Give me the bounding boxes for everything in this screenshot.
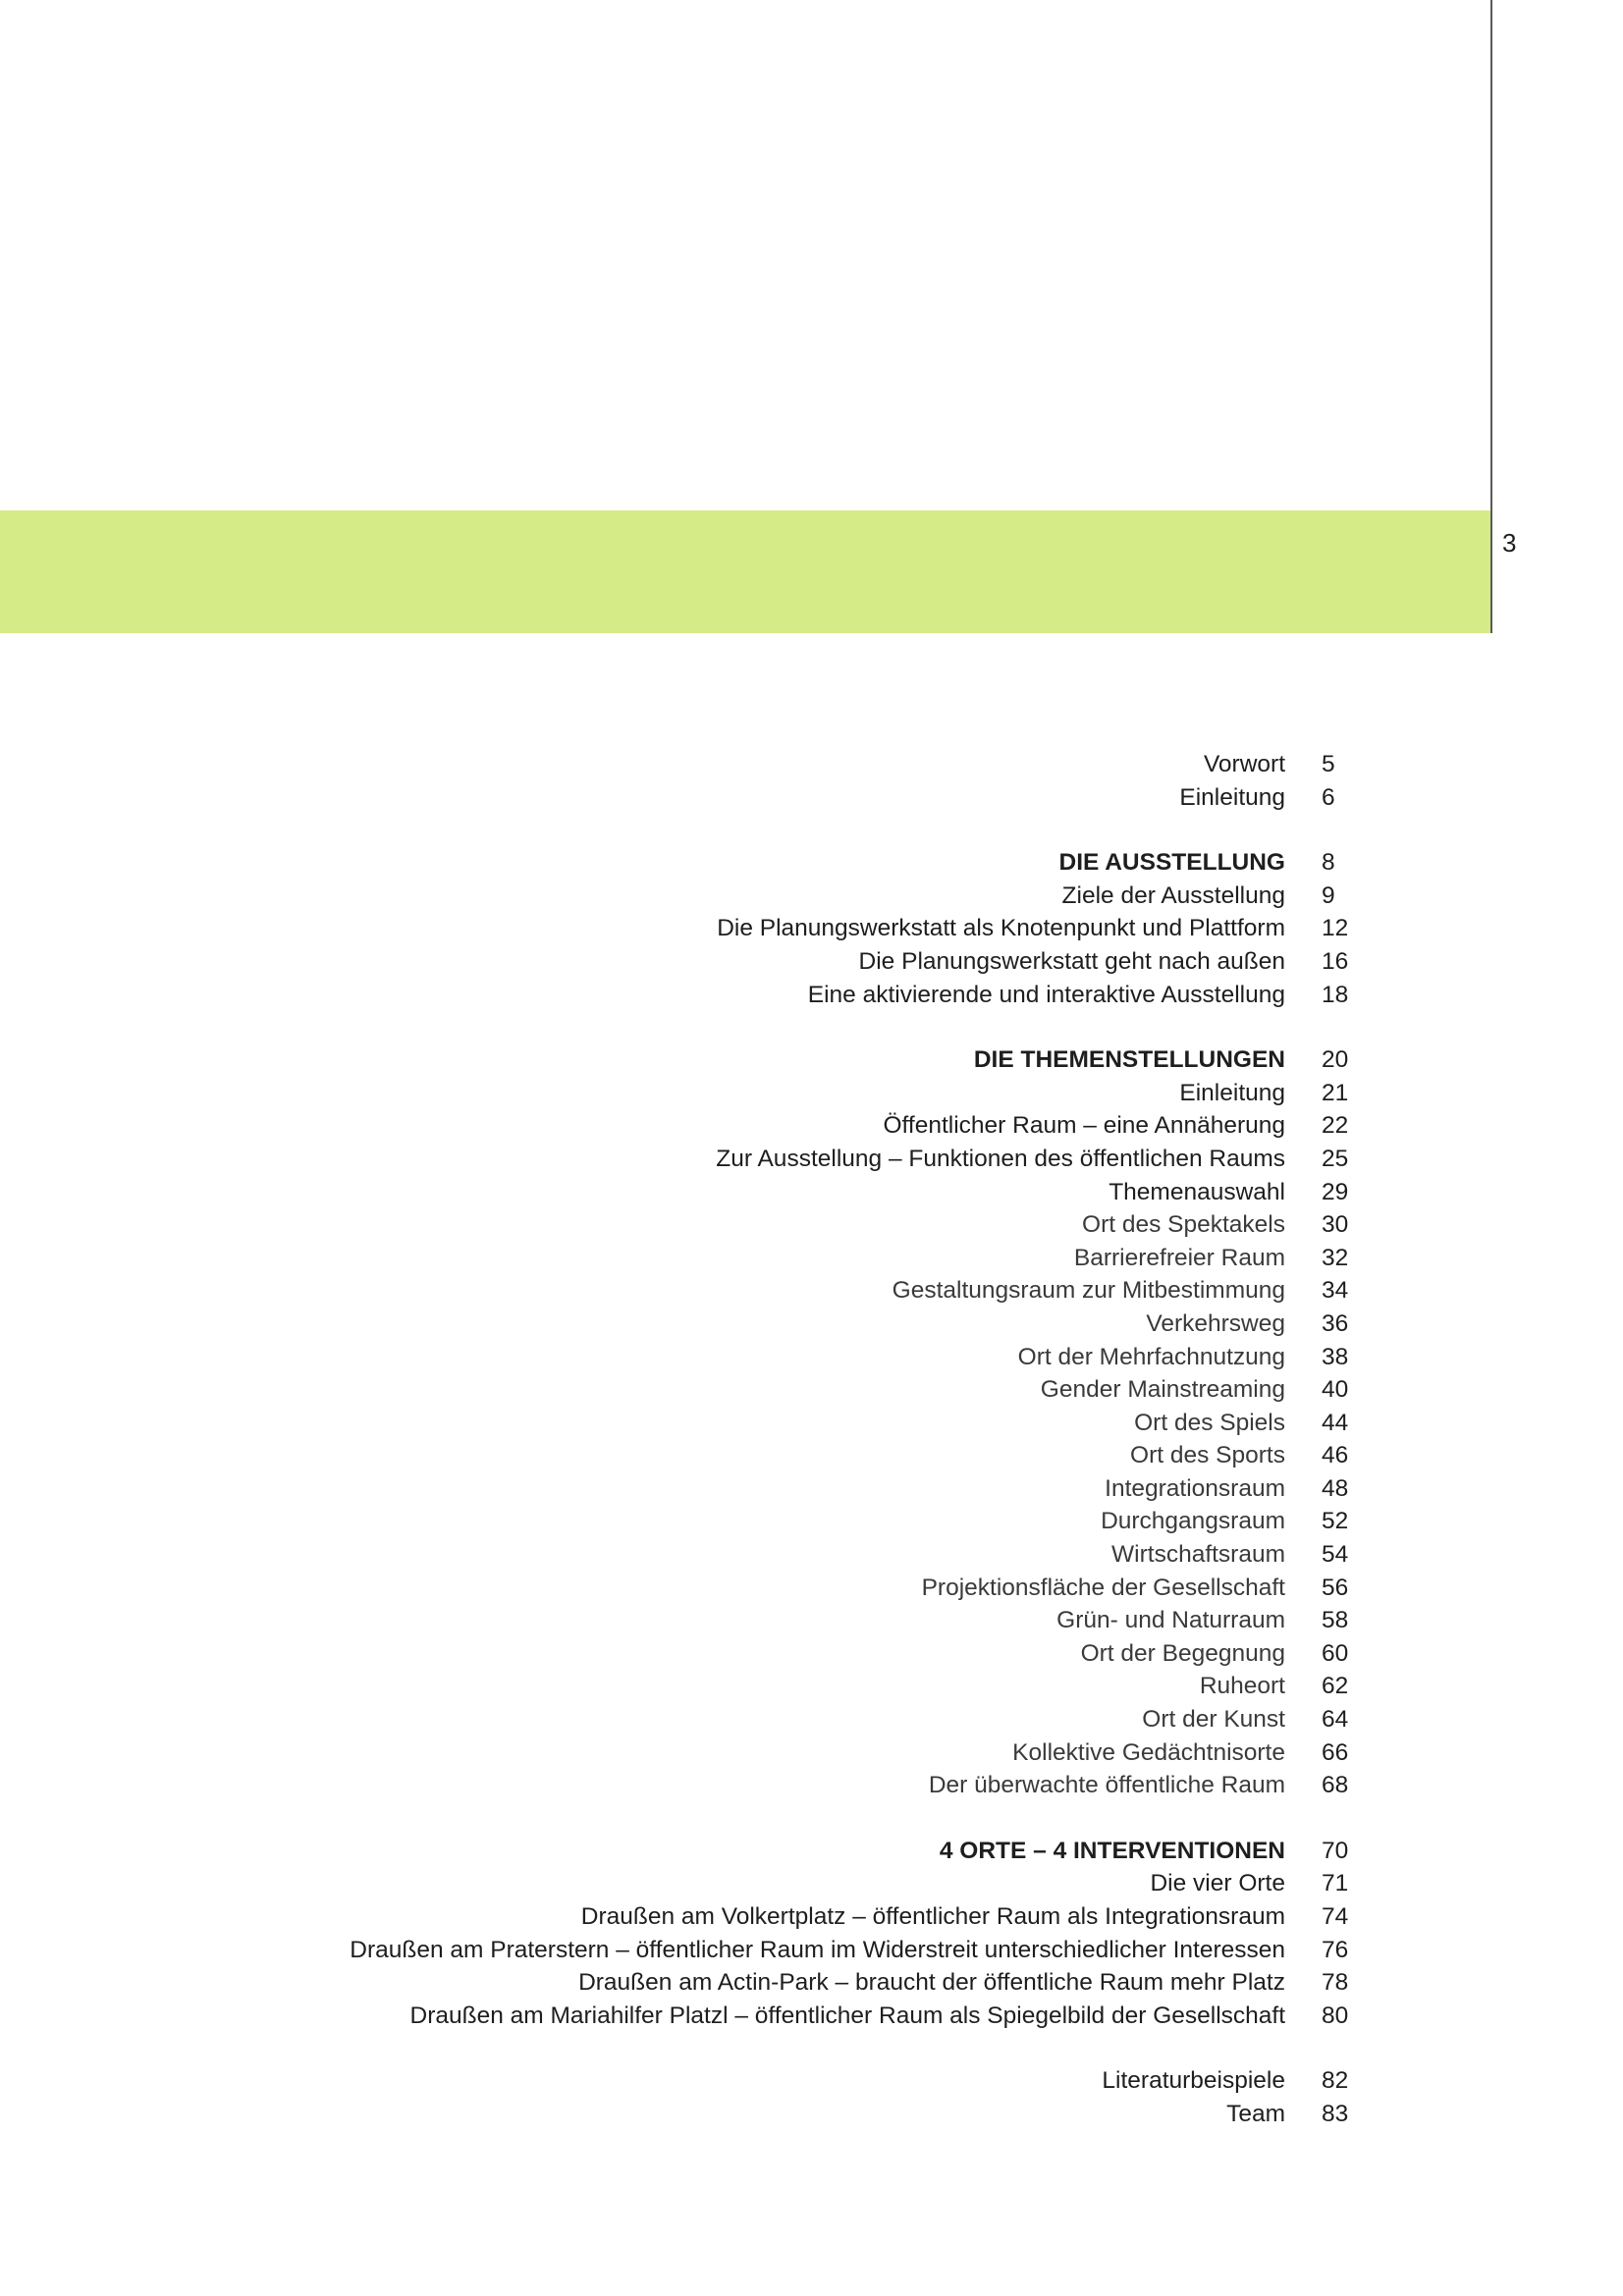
- toc-entry-title-text: Themenauswahl: [1109, 1178, 1285, 1205]
- toc-page-number: 78: [1322, 1969, 1349, 1997]
- toc-page-number: 80: [1322, 2002, 1349, 2029]
- toc-page-number: 48: [1322, 1474, 1349, 1502]
- toc-page-number: 76: [1322, 1936, 1349, 1963]
- toc-entry-title: [1142, 1703, 1285, 1736]
- toc-entry[interactable]: [0, 1538, 1623, 1572]
- toc-page-number: 32: [1322, 1244, 1349, 1271]
- toc-entry-title-text: Draußen am Actin-Park: [578, 1969, 829, 1997]
- toc-page-number: 22: [1322, 1112, 1349, 1140]
- toc-entry-title-text: Durchgangsraum: [1101, 1508, 1285, 1535]
- toc-page-number: 82: [1322, 2067, 1349, 2095]
- toc-page-number: 29: [1322, 1178, 1349, 1205]
- toc-entry-title: [350, 1934, 1285, 1967]
- toc-entry[interactable]: [0, 1176, 1623, 1209]
- toc-entry[interactable]: [0, 1242, 1623, 1275]
- toc-page-number: 68: [1322, 1772, 1349, 1799]
- toc-page-number: 40: [1322, 1376, 1349, 1404]
- toc-page-number: 70: [1322, 1837, 1349, 1864]
- toc-entry-title: [1074, 1242, 1285, 1275]
- section-gap: [0, 814, 1623, 846]
- toc-entry[interactable]: [0, 1769, 1623, 1802]
- toc-entry[interactable]: [0, 1143, 1623, 1176]
- toc-page-number: 18: [1322, 981, 1349, 1008]
- toc-entry-title: [859, 945, 1285, 979]
- toc-page-number: 25: [1322, 1145, 1349, 1172]
- toc-entry-title-text: Ziele der Ausstellung: [1061, 881, 1285, 909]
- toc-entry-title-text: Draußen am Mariahilfer Platzl: [409, 2002, 729, 2029]
- toc-section-heading[interactable]: [0, 1835, 1623, 1868]
- toc-page-number: 66: [1322, 1738, 1349, 1766]
- toc-entry-title: [1150, 1867, 1285, 1900]
- toc-page-number: 20: [1322, 1046, 1349, 1074]
- toc-entry-title-text: Vorwort: [1203, 751, 1285, 777]
- toc-entry-title-text: Gender Mainstreaming: [1040, 1376, 1285, 1404]
- toc-entry-title: [578, 1966, 1285, 2000]
- toc-entry-title-text: Ort des Sports: [1130, 1442, 1285, 1469]
- toc-section-heading[interactable]: [0, 1043, 1623, 1077]
- toc-entry[interactable]: [0, 1077, 1623, 1110]
- toc-entry[interactable]: [0, 1934, 1623, 1967]
- toc-entry-title: [940, 1835, 1285, 1868]
- toc-entry[interactable]: [0, 1900, 1623, 1934]
- toc-entry-title-text: Ort des Spiels: [1134, 1409, 1285, 1436]
- toc-entry-title: [893, 1274, 1285, 1308]
- toc-entry-title-text: Grün- und Naturraum: [1056, 1607, 1285, 1634]
- toc-entry-title: [1012, 1736, 1285, 1770]
- toc-page-number: 30: [1322, 1211, 1349, 1239]
- toc-entry-title-text: Draußen am Volkertplatz: [580, 1903, 846, 1930]
- toc-entry-title-text: Die vier Orte: [1150, 1870, 1285, 1897]
- toc-entry-title: [922, 1572, 1285, 1605]
- toc-page-number: 52: [1322, 1508, 1349, 1535]
- toc-entry[interactable]: [0, 1736, 1623, 1770]
- toc-entry[interactable]: [0, 1670, 1623, 1703]
- toc-entry-title: [1146, 1308, 1285, 1341]
- toc-entry-title-text: Eine aktivierende und interaktive Ausstellung: [807, 981, 1285, 1008]
- toc-entry[interactable]: [0, 748, 1623, 781]
- toc-entry-title: [1062, 880, 1285, 913]
- toc-entry-title-text: Draußen am Praterstern: [350, 1936, 610, 1963]
- toc-entry-title: [1226, 2098, 1285, 2131]
- toc-entry-title: [1056, 1604, 1285, 1637]
- toc-entry[interactable]: [0, 1274, 1623, 1308]
- toc-entry[interactable]: [0, 1966, 1623, 2000]
- toc-entry-subtitle: – öffentlicher Raum als Integrationsraum: [845, 1903, 1285, 1930]
- toc-page-number: 58: [1322, 1607, 1349, 1634]
- toc-entry-title: [1041, 1373, 1285, 1407]
- toc-page-number: 54: [1322, 1541, 1349, 1569]
- toc-entry-title: [1130, 1439, 1285, 1472]
- toc-page-number: 56: [1322, 1574, 1349, 1601]
- margin-rule: [1490, 0, 1492, 633]
- toc-entry[interactable]: [0, 2098, 1623, 2131]
- toc-entry-title: [1102, 2064, 1285, 2098]
- toc-page-number: 46: [1322, 1442, 1349, 1469]
- toc-entry-title-text: Team: [1226, 2100, 1285, 2127]
- toc-entry[interactable]: [0, 1867, 1623, 1900]
- toc-entry[interactable]: [0, 1604, 1623, 1637]
- toc-entry[interactable]: [0, 912, 1623, 945]
- toc-page-number: 38: [1322, 1343, 1349, 1370]
- toc-entry-title: [1105, 1472, 1285, 1506]
- toc-entry-title-text: Verkehrsweg: [1146, 1309, 1285, 1337]
- toc-page-number: 71: [1322, 1870, 1349, 1897]
- toc-entry[interactable]: [0, 1505, 1623, 1538]
- toc-entry[interactable]: [0, 880, 1623, 913]
- toc-page-number: 74: [1322, 1903, 1349, 1930]
- toc-entry-title-text: Ruheort: [1199, 1673, 1285, 1700]
- section-gap: [0, 2032, 1623, 2064]
- toc-entry-title: [929, 1769, 1285, 1802]
- toc-entry-title: [1179, 1077, 1285, 1110]
- toc-entry[interactable]: [0, 1572, 1623, 1605]
- toc-page-number: 44: [1322, 1409, 1349, 1436]
- toc-entry[interactable]: [0, 1637, 1623, 1671]
- toc-entry[interactable]: [0, 979, 1623, 1012]
- toc-entry-title: [716, 1143, 1285, 1176]
- toc-page-number: 83: [1322, 2100, 1349, 2127]
- toc-entry-title-text: Zur Ausstellung – Funktionen des öffentlichen Raums: [716, 1145, 1285, 1172]
- toc-entry-title-text: Literaturbeispiele: [1102, 2067, 1285, 2095]
- toc-entry[interactable]: [0, 2000, 1623, 2033]
- toc-entry-title-text: DIE AUSSTELLUNG: [1058, 849, 1285, 877]
- toc-entry-title: [1134, 1407, 1285, 1440]
- toc-page-number: 36: [1322, 1309, 1349, 1337]
- toc-entry[interactable]: [0, 1407, 1623, 1440]
- toc-entry[interactable]: [0, 2064, 1623, 2098]
- toc-entry-title-text: Die Planungswerkstatt geht nach außen: [858, 947, 1285, 975]
- toc-entry-title: [1081, 1637, 1285, 1671]
- toc-page-number: 5: [1322, 751, 1335, 777]
- toc-entry-subtitle: – öffentlicher Raum im Widerstreit unterschiedlicher Interessen: [609, 1936, 1285, 1963]
- toc-entry-title: [410, 2000, 1286, 2033]
- toc-page-number: 16: [1322, 947, 1349, 975]
- toc-page-number: 9: [1322, 881, 1335, 909]
- toc-entry-title: [808, 979, 1285, 1012]
- toc-entry-title: [974, 1043, 1285, 1077]
- toc-entry-subtitle: – öffentlicher Raum als Spiegelbild der Gesellschaft: [728, 2002, 1285, 2029]
- toc-entry-title: [1101, 1505, 1285, 1538]
- toc-entry-title-text: Einleitung: [1179, 1079, 1285, 1106]
- toc-entry-title-text: Der überwachte öffentliche Raum: [928, 1772, 1285, 1799]
- toc-page-number: 8: [1322, 849, 1335, 877]
- toc-entry[interactable]: [0, 1109, 1623, 1143]
- toc-page-number: 12: [1322, 915, 1349, 942]
- table-of-contents: [0, 748, 1623, 2131]
- toc-entry[interactable]: [0, 1208, 1623, 1242]
- toc-entry[interactable]: [0, 1308, 1623, 1341]
- toc-entry-title: [883, 1109, 1285, 1143]
- toc-entry-title-text: Kollektive Gedächtnisorte: [1012, 1738, 1285, 1766]
- toc-entry-title: [1109, 1176, 1285, 1209]
- toc-entry-title-text: DIE THEMENSTELLUNGEN: [973, 1046, 1285, 1074]
- toc-entry[interactable]: [0, 781, 1623, 815]
- toc-entry-title-text: Ort der Begegnung: [1080, 1639, 1285, 1667]
- section-gap: [0, 1011, 1623, 1043]
- toc-entry-title: [1200, 1670, 1285, 1703]
- toc-entry-title: [717, 912, 1285, 945]
- toc-entry-title-text: Integrationsraum: [1105, 1474, 1285, 1502]
- toc-section-heading[interactable]: [0, 846, 1623, 880]
- accent-band: [0, 510, 1490, 633]
- toc-entry-title: [1018, 1341, 1285, 1374]
- toc-entry-title: [1059, 846, 1286, 880]
- page-number: 3: [1502, 528, 1517, 558]
- toc-entry[interactable]: [0, 1472, 1623, 1506]
- toc-page-number: 60: [1322, 1639, 1349, 1667]
- toc-entry-title-text: Ort des Spektakels: [1082, 1211, 1285, 1239]
- toc-entry[interactable]: [0, 1373, 1623, 1407]
- toc-entry-title-text: Gestaltungsraum zur Mitbestimmung: [892, 1277, 1285, 1305]
- toc-entry-title-text: Einleitung: [1179, 783, 1285, 811]
- toc-entry-title: [1179, 781, 1285, 815]
- toc-page-number: 21: [1322, 1079, 1349, 1106]
- toc-entry[interactable]: [0, 945, 1623, 979]
- toc-entry-title-text: Projektionsfläche der Gesellschaft: [921, 1574, 1285, 1601]
- toc-entry-title-text: Die Planungswerkstatt als Knotenpunkt und Plattform: [717, 915, 1285, 942]
- toc-entry-title-text: Barrierefreier Raum: [1073, 1244, 1285, 1271]
- toc-entry-title: [1204, 748, 1285, 781]
- section-gap: [0, 1802, 1623, 1835]
- toc-entry-title: [581, 1900, 1285, 1934]
- toc-entry[interactable]: [0, 1439, 1623, 1472]
- toc-page-number: 62: [1322, 1673, 1349, 1700]
- toc-entry[interactable]: [0, 1703, 1623, 1736]
- toc-entry-title-text: Ort der Kunst: [1142, 1706, 1285, 1734]
- toc-page-number: 64: [1322, 1706, 1349, 1734]
- toc-entry-title: [1082, 1208, 1285, 1242]
- toc-entry-title-text: 4 ORTE – 4 INTERVENTIONEN: [939, 1837, 1285, 1864]
- toc-entry[interactable]: [0, 1341, 1623, 1374]
- toc-entry-title: [1111, 1538, 1285, 1572]
- toc-page-number: 34: [1322, 1277, 1349, 1305]
- toc-entry-title-text: Öffentlicher Raum – eine Annäherung: [883, 1112, 1285, 1140]
- toc-page-number: 6: [1322, 783, 1335, 811]
- toc-entry-title-text: Wirtschaftsraum: [1111, 1541, 1285, 1569]
- toc-entry-subtitle: – braucht der öffentliche Raum mehr Platz: [828, 1969, 1285, 1997]
- toc-entry-title-text: Ort der Mehrfachnutzung: [1017, 1343, 1285, 1370]
